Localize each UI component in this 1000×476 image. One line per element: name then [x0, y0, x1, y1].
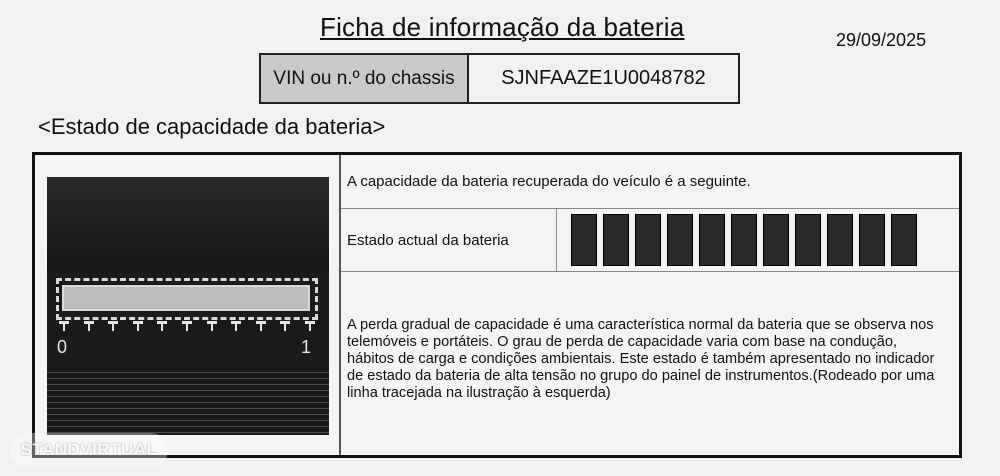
capacity-bar-segment	[859, 214, 885, 266]
gauge-tick	[59, 321, 69, 331]
intro-text: A capacidade da bateria recuperada do veículo é a seguinte.	[341, 155, 959, 209]
capacity-bar-segment	[763, 214, 789, 266]
capacity-bar-segment	[891, 214, 917, 266]
gauge-bar	[62, 285, 310, 311]
gauge-tick	[256, 321, 266, 331]
gauge-min-label: 0	[57, 337, 68, 357]
gauge-max-label: 1	[301, 337, 312, 357]
capacity-bar-segment	[699, 214, 725, 266]
capacity-bar-segment	[827, 214, 853, 266]
gauge-tick	[305, 321, 315, 331]
capacity-bar-segment	[571, 214, 597, 266]
gauge-tick	[84, 321, 94, 331]
capacity-bar-segment	[667, 214, 693, 266]
capacity-bar-segment	[603, 214, 629, 266]
gauge-ticks	[59, 321, 315, 331]
section-title: <Estado de capacidade da bateria>	[38, 114, 386, 139]
illustration-top	[47, 177, 329, 272]
info-table	[339, 155, 959, 455]
capacity-bars	[571, 214, 917, 266]
illustration-bottom	[47, 367, 329, 435]
vin-box	[259, 53, 740, 104]
gauge-tick	[207, 321, 217, 331]
gauge-tick	[231, 321, 241, 331]
capacity-bar-segment	[731, 214, 757, 266]
vin-label: VIN ou n.º do chassis	[261, 55, 469, 102]
gauge-tick	[133, 321, 143, 331]
capacity-panel	[32, 152, 962, 458]
watermark-logo: STANDVIRTUAL	[10, 433, 168, 467]
description-text: A perda gradual de capacidade é uma característica normal da bateria que se observa nos telemóveis e portáteis. O grau de perda de capacidade varia com base na condução, hábitos de carga e condições ambientais. Este estado é também apresentado no indicador de estado da bateria de alta tensão no grupo do painel de instrumentos.(Rodeado por uma linha tracejada na ilustração à esquerda)	[347, 317, 935, 401]
gauge-tick	[280, 321, 290, 331]
capacity-bar-segment	[635, 214, 661, 266]
document-title: Ficha de informação da bateria	[320, 12, 685, 42]
battery-gauge-illustration	[47, 177, 329, 435]
gauge-tick	[182, 321, 192, 331]
document-date: 29/09/2025	[836, 30, 927, 50]
vin-value: SJNFAAZE1U0048782	[501, 67, 706, 89]
status-label: Estado actual da bateria	[341, 209, 557, 271]
gauge-tick	[157, 321, 167, 331]
status-row	[341, 209, 959, 272]
capacity-bar-segment	[795, 214, 821, 266]
gauge-tick	[108, 321, 118, 331]
